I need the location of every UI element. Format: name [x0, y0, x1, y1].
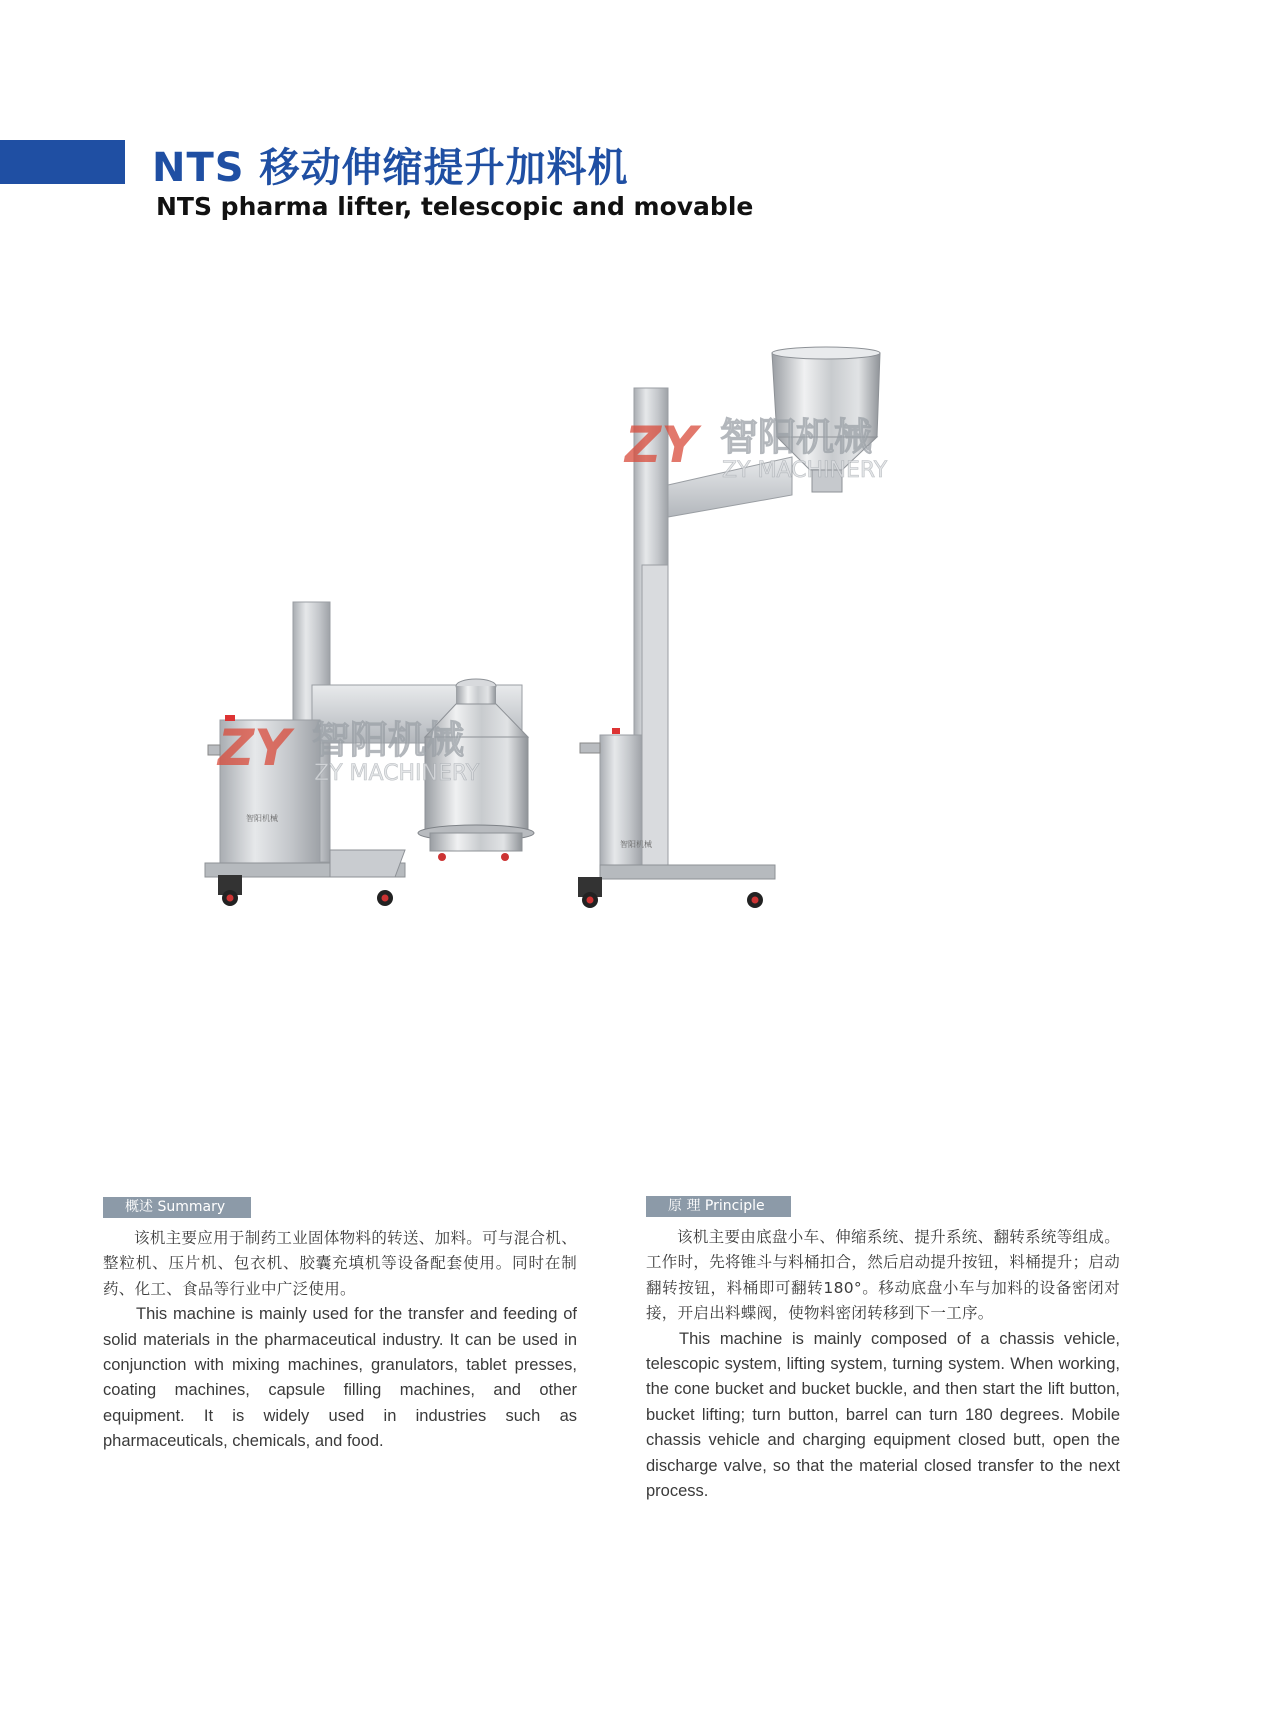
watermark-left — [216, 718, 480, 786]
page-title-cn: NTS 移动伸缩提升加料机 — [152, 145, 629, 191]
page-title-en: NTS pharma lifter, telescopic and movable — [156, 192, 754, 221]
svg-text:智阳机械: 智阳机械 — [312, 718, 465, 762]
svg-text:ZY: ZY — [625, 416, 698, 474]
summary-text-en: This machine is mainly used for the transfer and feeding of solid materials in the pharmaceutical industry. It can be used in conjunction with mixing machines, granulators, tablet presses, coating machines, capsule filling machines, and other equipment. It is widely used in industries such as pharmaceuticals, chemicals, and food. — [103, 1305, 577, 1451]
right-lifter — [578, 347, 888, 908]
principle-text-en: This machine is mainly composed of a chassis vehicle, telescopic system, lifting system, turning system. When working, the cone bucket and bucket buckle, and then start the lift button, bucket lifting; turn button, barrel can turn 180 degrees. Mobile chassis vehicle and charging equipment closed butt, open the discharge valve, so that the material closed transfer to the next process. — [646, 1329, 1120, 1501]
principle-tag: 原 理 Principle — [646, 1196, 791, 1217]
principle-text-cn: 该机主要由底盘小车、伸缩系统、提升系统、翻转系统等组成。工作时，先将锥斗与料桶扣合，然后启动提升按钮，料桶提升；启动翻转按钮，料桶即可翻转180°。移动底盘小车与加料的设备密闭对接，开启出料蝶阀，使物料密闭转移到下一工序。 — [646, 1228, 1121, 1323]
summary-tag: 概述 Summary — [103, 1197, 251, 1218]
summary-text-cn: 该机主要应用于制药工业固体物料的转送、加料。可与混合机、整粒机、压片机、包衣机、胶囊充填机等设备配套使用。同时在制药、化工、食品等行业中广泛使用。 — [103, 1229, 577, 1298]
header-accent-bar — [0, 140, 125, 184]
svg-text:ZY MACHINERY: ZY MACHINERY — [314, 761, 480, 786]
left-lifter — [205, 602, 534, 906]
plate-left: 智阳机械 — [246, 814, 278, 823]
svg-text:ZY: ZY — [218, 719, 291, 777]
svg-text:智阳机械: 智阳机械 — [720, 415, 873, 459]
product-figure — [180, 345, 1080, 945]
watermark-right — [623, 415, 888, 483]
principle-section — [646, 1195, 1120, 1504]
plate-right: 智阳机械 — [620, 840, 652, 849]
machine-illustration — [180, 345, 1080, 945]
svg-text:ZY MACHINERY: ZY MACHINERY — [722, 458, 888, 483]
summary-section — [103, 1196, 577, 1455]
